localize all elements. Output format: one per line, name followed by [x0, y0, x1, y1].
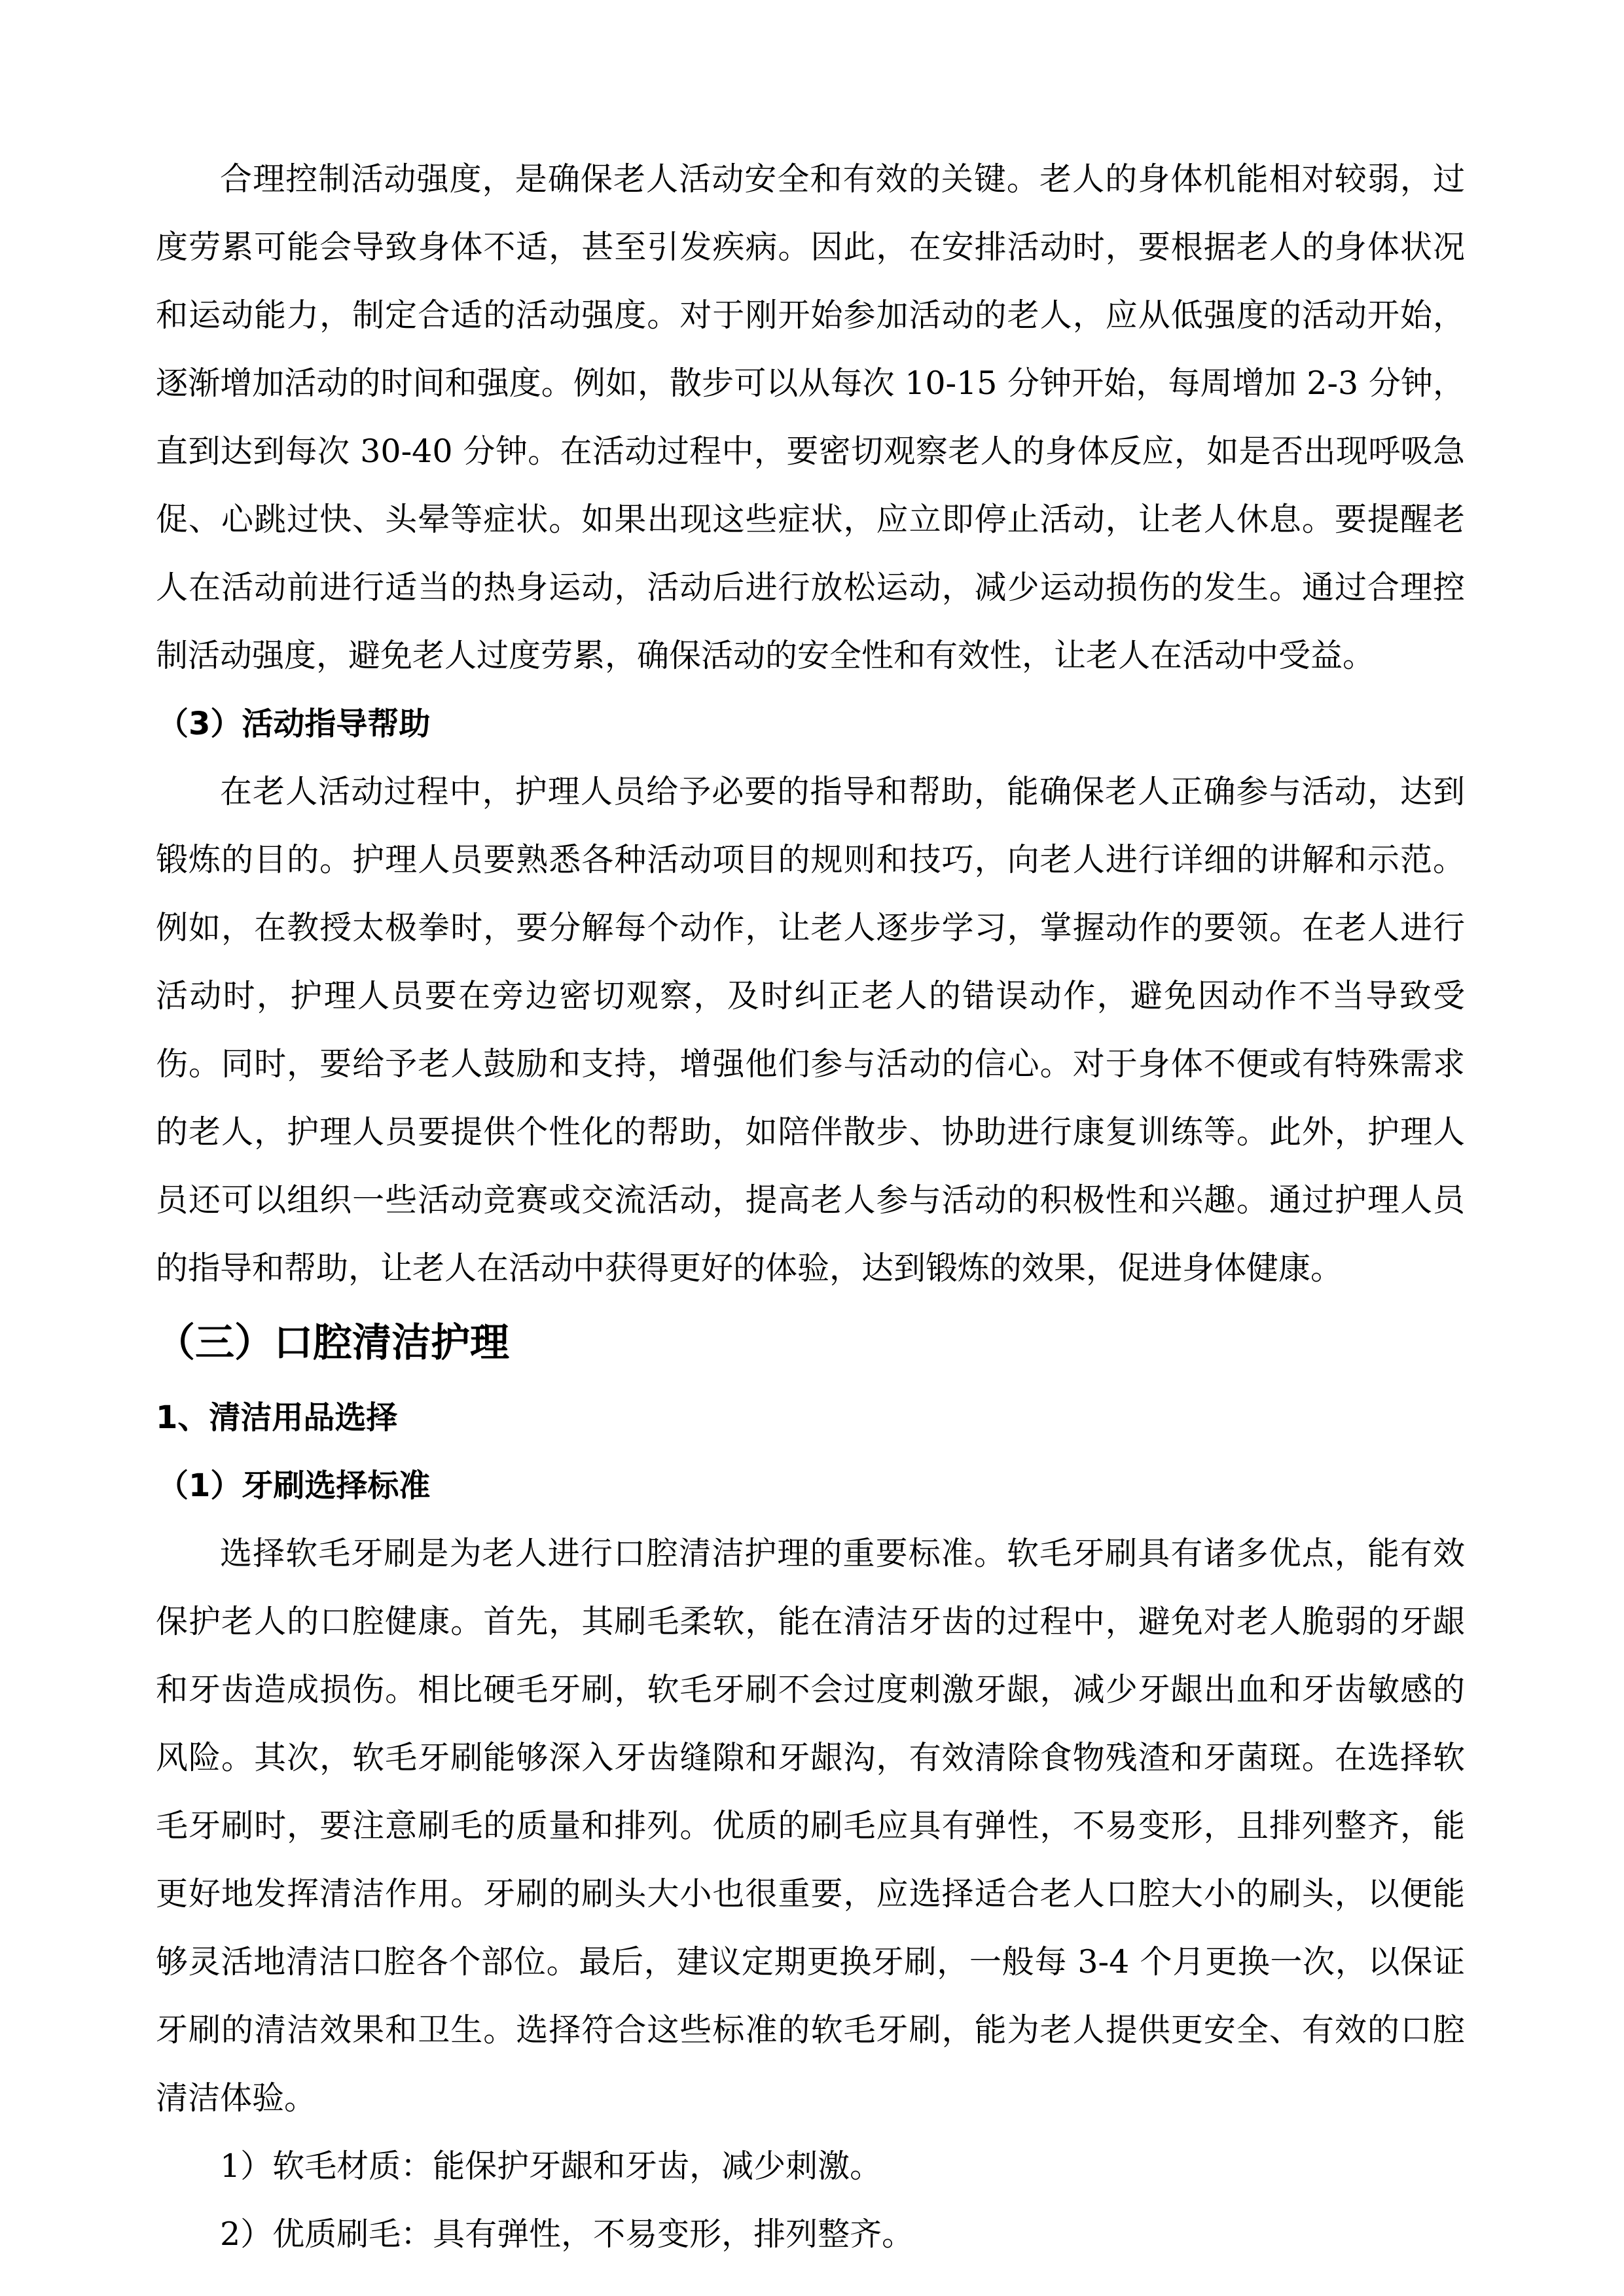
paragraph-activity-intensity: 合理控制活动强度，是确保老人活动安全和有效的关键。老人的身体机能相对较弱，过度劳累可能会导致身体不适，甚至引发疾病。因此，在安排活动时，要根据老人的身体状况和运动能力，制定合适的活动强度。对于刚开始参加活动的老人，应从低强度的活动开始，逐渐增加活动的时间和强度。例如，散步可以从每次 10-15 分钟开始，每周增加 2-3 分钟，直到达到每次 30-40 分钟。在活动过程中，要密切观察老人的身体反应，如是否出现呼吸急促、心跳过快、头晕等症状。如果出现这些症状，应立即停止活动，让老人休息。要提醒老人在活动前进行适当的热身运动，活动后进行放松运动，减少运动损伤的发生。通过合理控制活动强度，避免老人过度劳累，确保活动的安全性和有效性，让老人在活动中受益。	[156, 160, 1465, 674]
document-page	[156, 145, 1465, 2269]
paragraph-activity-guidance: 在老人活动过程中，护理人员给予必要的指导和帮助，能确保老人正确参与活动，达到锻炼的目的。护理人员要熟悉各种活动项目的规则和技巧，向老人进行详细的讲解和示范。例如，在教授太极拳时，要分解每个动作，让老人逐步学习，掌握动作的要领。在老人进行活动时，护理人员要在旁边密切观察，及时纠正老人的错误动作，避免因动作不当导致受伤。同时，要给予老人鼓励和支持，增强他们参与活动的信心。对于身体不便或有特殊需求的老人，护理人员要提供个性化的帮助，如陪伴散步、协助进行康复训练等。此外，护理人员还可以组织一些活动竞赛或交流活动，提高老人参与活动的积极性和兴趣。通过护理人员的指导和帮助，让老人在活动中获得更好的体验，达到锻炼的效果，促进身体健康。	[156, 773, 1465, 1287]
heading-cleaning-supplies: 1、清洁用品选择	[156, 1399, 398, 1436]
heading-activity-guidance: （3）活动指导帮助	[157, 706, 431, 742]
list-item-soft-bristle: 1）软毛材质：能保护牙龈和牙齿，减少刺激。	[220, 2147, 882, 2185]
list-item-quality-bristle: 2）优质刷毛：具有弹性，不易变形，排列整齐。	[220, 2215, 914, 2253]
heading-toothbrush-standard: （1）牙刷选择标准	[157, 1467, 431, 1504]
heading-oral-care: （三）口腔清洁护理	[156, 1320, 509, 1366]
paragraph-toothbrush: 选择软毛牙刷是为老人进行口腔清洁护理的重要标准。软毛牙刷具有诸多优点，能有效保护老人的口腔健康。首先，其刷毛柔软，能在清洁牙齿的过程中，避免对老人脆弱的牙龈和牙齿造成损伤。相比硬毛牙刷，软毛牙刷不会过度刺激牙龈，减少牙龈出血和牙齿敏感的风险。其次，软毛牙刷能够深入牙齿缝隙和牙龈沟，有效清除食物残渣和牙菌斑。在选择软毛牙刷时，要注意刷毛的质量和排列。优质的刷毛应具有弹性，不易变形，且排列整齐，能更好地发挥清洁作用。牙刷的刷头大小也很重要，应选择适合老人口腔大小的刷头，以便能够灵活地清洁口腔各个部位。最后，建议定期更换牙刷，一般每 3-4 个月更换一次，以保证牙刷的清洁效果和卫生。选择符合这些标准的软毛牙刷，能为老人提供更安全、有效的口腔清洁体验。	[156, 1535, 1465, 2117]
